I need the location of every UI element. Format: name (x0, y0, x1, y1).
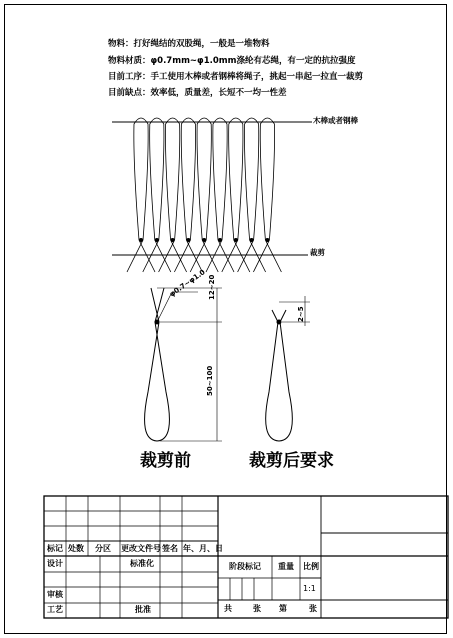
tb-craft: 工艺 (47, 605, 63, 614)
rope-knot (250, 238, 254, 242)
rope-knot (171, 238, 175, 242)
rope-loop (143, 118, 171, 272)
rope-knot (186, 238, 190, 242)
tb-review: 审核 (47, 590, 63, 599)
tb-design: 设计 (47, 559, 63, 568)
dim-2-5: 2~5 (297, 306, 305, 322)
rope-loop (253, 118, 281, 272)
rope-loops (127, 118, 281, 272)
rope-loop (206, 118, 234, 272)
rope-knot (139, 238, 143, 242)
rope-loop (159, 118, 187, 272)
dim-50-100: 50~100 (206, 365, 214, 396)
rope-knot (265, 238, 269, 242)
rope-loop (127, 118, 155, 272)
rope-knot (202, 238, 206, 242)
tb-weight: 重量 (278, 562, 294, 571)
tb-count: 处数 (68, 544, 84, 553)
rope-loop (222, 118, 250, 272)
tb-total: 共 (224, 604, 232, 613)
tb-scale-value: 1:1 (303, 584, 316, 593)
rope-loop (190, 118, 218, 272)
rope-knot (218, 238, 222, 242)
caption-before-cut: 裁剪前 (140, 451, 191, 471)
note-process: 目前工序：手工使用木棒或者钢棒将绳子，挑起一串起一拉直一裁剪 (108, 72, 364, 82)
rope-loop (174, 118, 202, 272)
rope-knot (234, 238, 238, 242)
tb-standard: 标准化 (130, 559, 154, 568)
caption-after-cut: 裁剪后要求 (249, 451, 334, 471)
tb-sheets: 张 (253, 604, 261, 613)
loop-before-cut (145, 288, 222, 441)
tb-sheet: 张 (309, 604, 317, 613)
note-spec: 物料材质：φ0.7mm~φ1.0mm涤纶有芯绳，有一定的抗拉强度 (108, 56, 356, 66)
title-block-grid (44, 496, 448, 618)
tb-sign: 签名 (162, 544, 178, 553)
dim-12-20: 12~20 (208, 274, 216, 300)
rope-knot (155, 238, 159, 242)
tb-zone: 分区 (95, 544, 111, 553)
rope-loop (238, 118, 266, 272)
label-cut: 裁剪 (310, 248, 325, 257)
tb-no: 第 (279, 604, 287, 613)
label-rod: 木棒或者钢棒 (313, 116, 358, 125)
note-material: 物料：打好绳结的双股绳，一般是一堆物料 (108, 39, 270, 49)
dim-diameter: φ0.7~φ1.0 (168, 268, 207, 299)
tb-doc-no: 更改文件号 (121, 544, 161, 553)
tb-date: 年、月、日 (183, 544, 223, 553)
note-defect: 目前缺点：效率低，质量差，长短不一均一性差 (108, 88, 287, 98)
tb-scale: 比例 (303, 562, 319, 571)
tb-approve: 批准 (135, 605, 151, 614)
tb-mark: 标记 (47, 544, 63, 553)
tb-stage: 阶段标记 (229, 562, 261, 571)
